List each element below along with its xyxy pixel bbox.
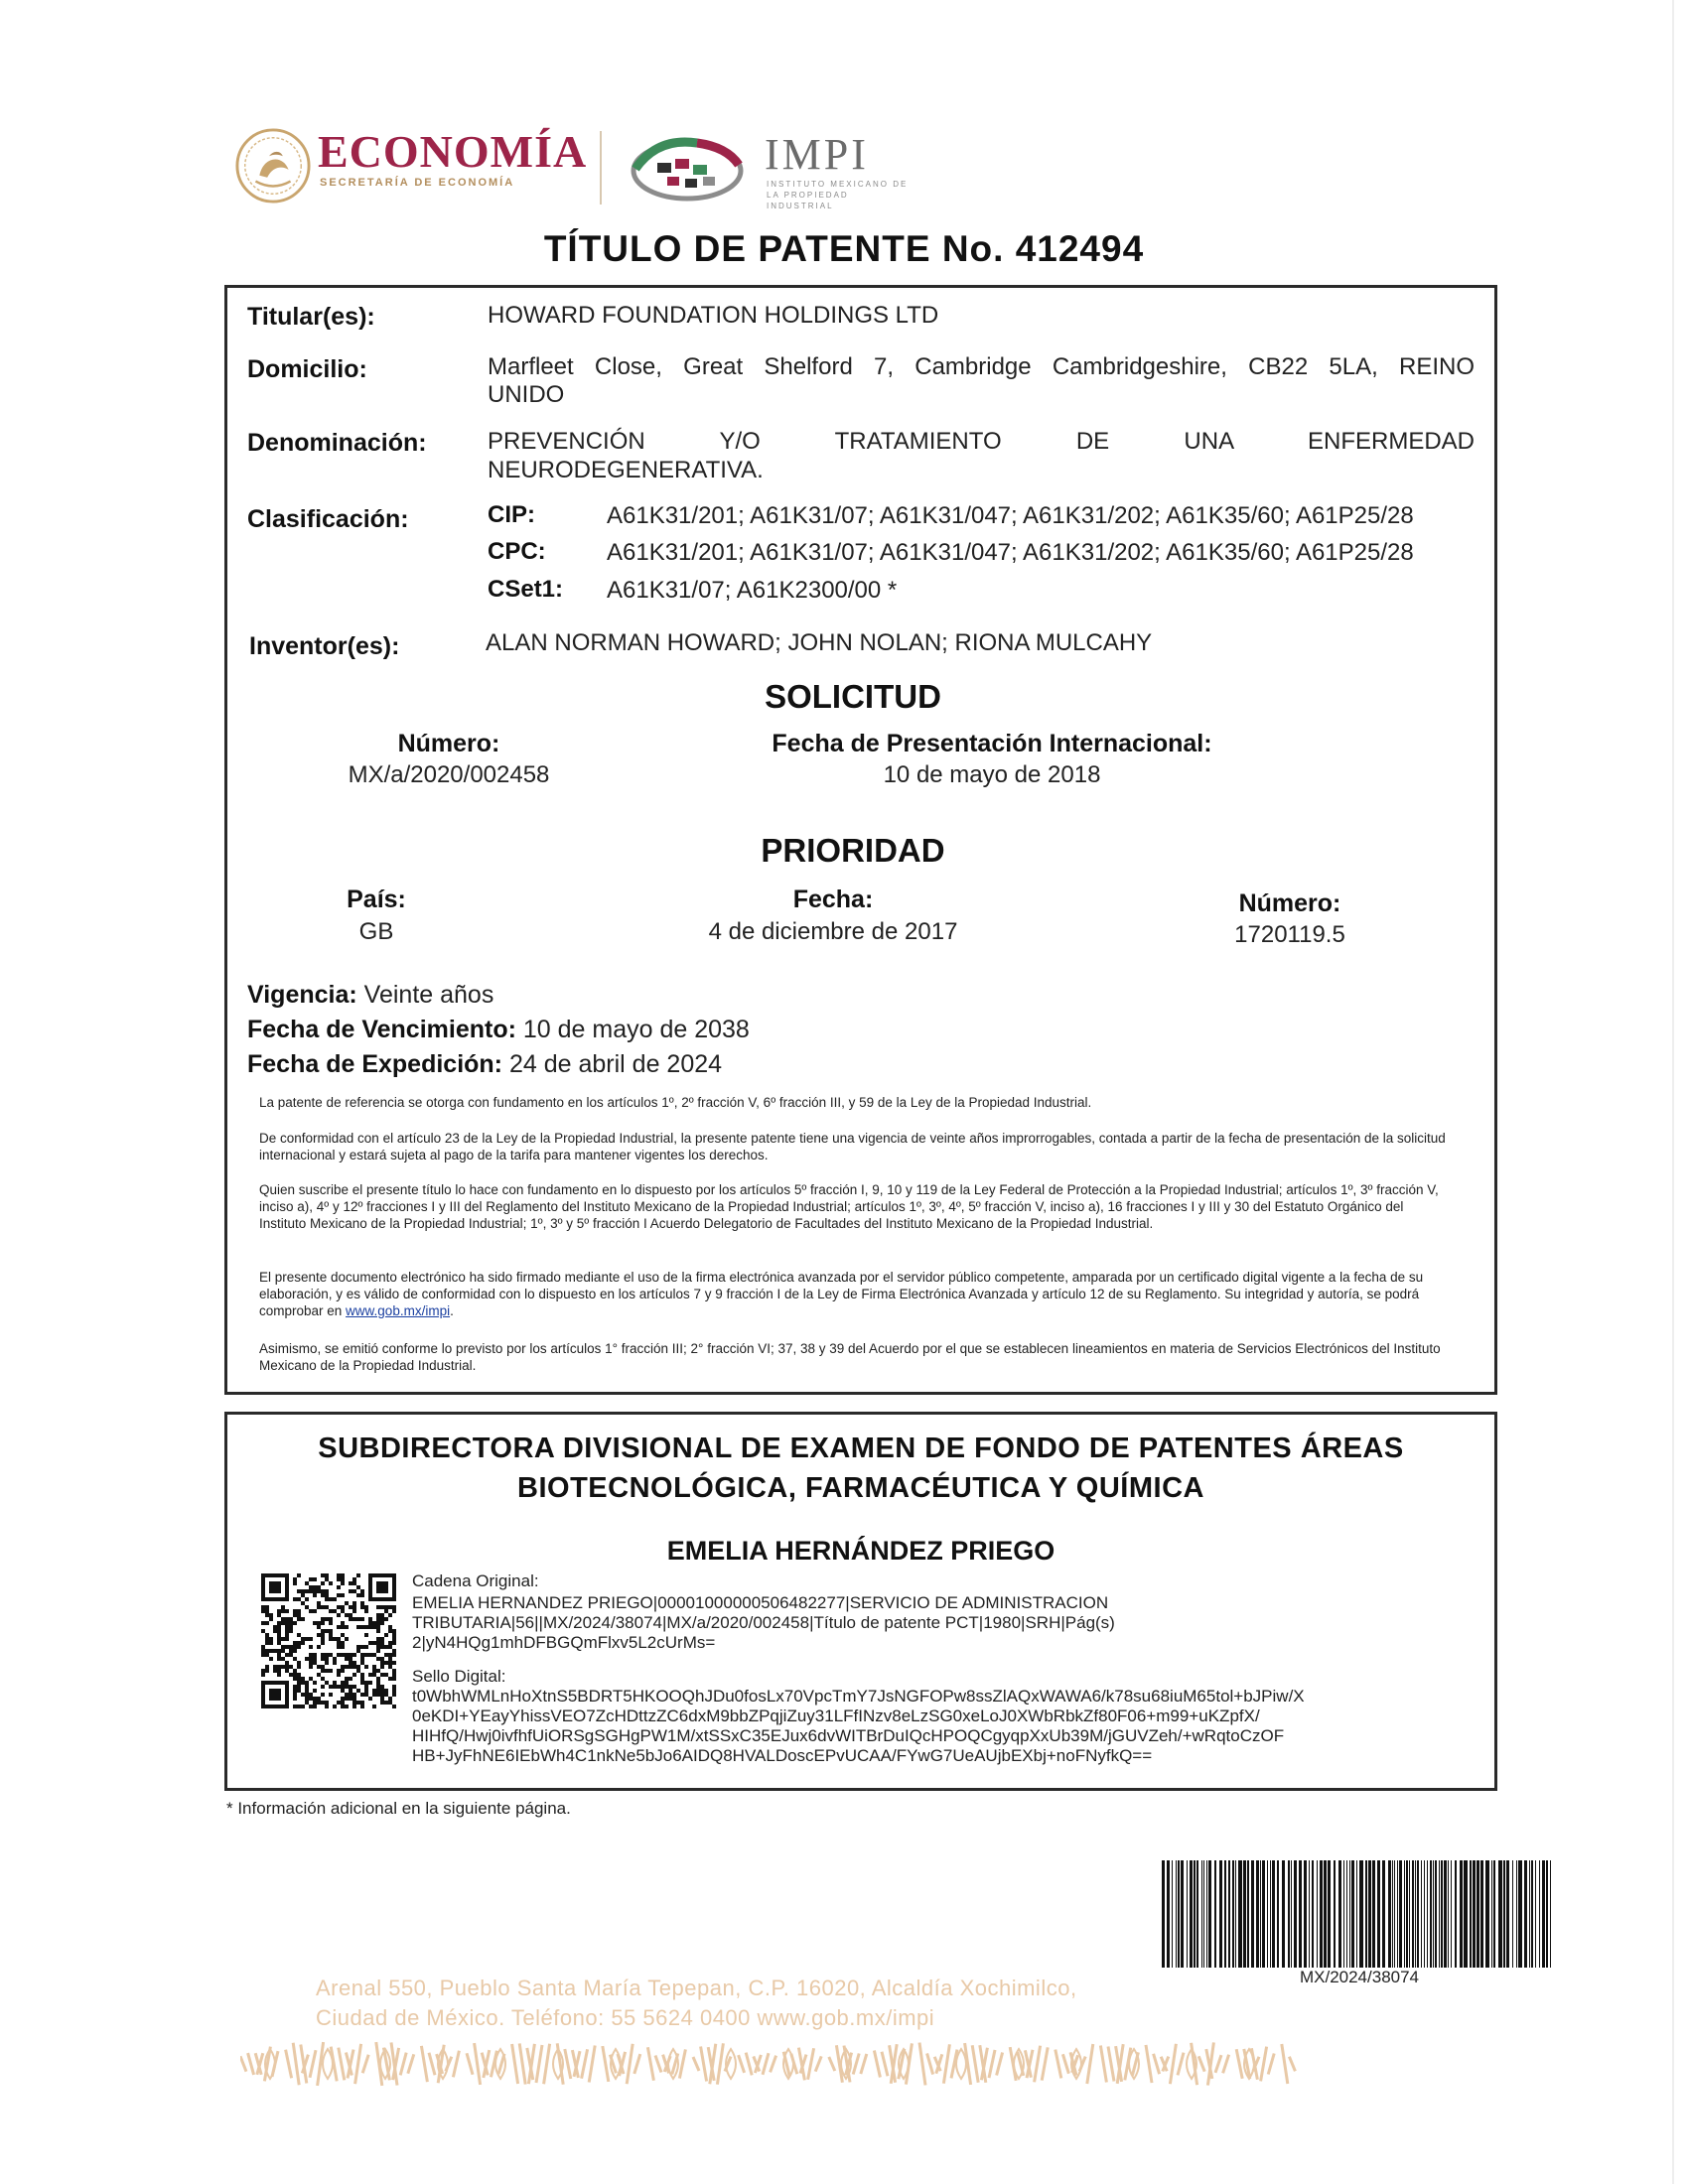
prioridad-pais-value: GB — [358, 918, 394, 945]
legal-paragraph-2: De conformidad con el artículo 23 de la Ley de la Propiedad Industrial, la presente patente tiene una vigencia de veinte años improrrogables, contada a partir de la fecha de presentación de la solicitud internacional y estará sujeta al pago de la tarifa para mantener vigentes los derechos. — [259, 1131, 1446, 1162]
prioridad-numero-value: 1720119.5 — [1234, 921, 1345, 948]
legal-paragraph-1: La patente de referencia se otorga con fundamento en los artículos 1º, 2º fracción V, 6º fracción III, y 59 de la Ley de la Propiedad Industrial. — [259, 1095, 1092, 1110]
solicitud-heading: SOLICITUD — [765, 678, 941, 715]
cip-code-label: CIP: — [488, 501, 535, 528]
expedicion-value: 24 de abril de 2024 — [508, 1050, 723, 1078]
denominacion-value-line1: PREVENCIÓN Y/O TRATAMIENTO DE UNA ENFERMEDAD — [488, 428, 1475, 455]
sello-digital-line2: 0eKDI+YEayYhissVEO7ZcHDttzZC6dxM9bbZPqjiZuy31LFfINzv8eLzSG0xeLoJ0XWbRbkZf80F06+m99+uKZpfX/ — [412, 1706, 1260, 1725]
footnote: * Información adicional en la siguiente página. — [226, 1799, 571, 1818]
footer-address-line2: Ciudad de México. Teléfono: 55 5624 0400 www.gob.mx/impi — [316, 2005, 935, 2030]
sello-digital-line3: HIHfQ/Hwj0ivfhfUiORSgSGHgPW1M/xtSSxC35EJux6dvWITBrDuIQcHPOQCgyqpXxUb39M/jGUVZeh/+wRqtoCzOF — [412, 1726, 1285, 1745]
cpc-code-label: CPC: — [488, 538, 546, 565]
footer-address-line1: Arenal 550, Pueblo Santa María Tepepan, C.P. 16020, Alcaldía Xochimilco, — [316, 1976, 1077, 2000]
patent-details-box — [224, 285, 1497, 1395]
signer-position-title — [227, 1429, 1494, 1508]
legal-paragraph-5: Asimismo, se emitió conforme lo previsto por los artículos 1° fracción III; 2° fracción VI; 37, 38 y 39 del Acuerdo por el que se establecen lineamientos en materia de Servicios Electrónicos del Instituto Mexicano de la Propiedad Industrial. — [259, 1341, 1441, 1373]
vencimiento-value: 10 de mayo de 2038 — [522, 1016, 750, 1043]
prioridad-pais-label: País: — [347, 886, 406, 913]
cset1-codes: A61K31/07; A61K2300/00 * — [607, 577, 898, 604]
denominacion-label: Denominación: — [247, 429, 427, 457]
vigencia-label: Vigencia: — [247, 981, 357, 1009]
mexico-seal-icon — [234, 127, 312, 205]
economia-title: ECONOMÍA — [318, 126, 588, 177]
cadena-original-line1: EMELIA HERNANDEZ PRIEGO|00001000000506482277|SERVICIO DE ADMINISTRACION — [412, 1593, 1109, 1612]
signer-position-line2: BIOTECNOLÓGICA, FARMACÉUTICA Y QUÍMICA — [517, 1472, 1204, 1504]
prioridad-fecha-value: 4 de diciembre de 2017 — [708, 918, 958, 945]
impi-logo-icon — [628, 129, 747, 208]
impi-title: IMPI — [765, 130, 869, 179]
prioridad-heading: PRIORIDAD — [761, 832, 945, 869]
inventores-value: ALAN NORMAN HOWARD; JOHN NOLAN; RIONA MULCAHY — [486, 629, 1153, 656]
cip-codes: A61K31/201; A61K31/07; A61K31/047; A61K31/202; A61K35/60; A61P25/28 — [607, 502, 1414, 529]
scan-edge-line — [1672, 0, 1674, 2184]
inventores-label: Inventor(es): — [249, 632, 400, 660]
cpc-codes: A61K31/201; A61K31/07; A61K31/047; A61K31/202; A61K35/60; A61P25/28 — [607, 539, 1414, 566]
header-logos — [230, 117, 909, 216]
signature-box — [224, 1412, 1497, 1791]
cadena-original-label: Cadena Original: — [412, 1571, 539, 1590]
denominacion-value-line2: NEURODEGENERATIVA. — [488, 457, 764, 483]
legal-paragraph-3: Quien suscribe el presente título lo hace con fundamento en lo dispuesto por los artículos 5º fracción I, 9, 10 y 119 de la Ley Federal de Protección a la Propiedad Industrial; artículos 1º, 3º fracción V, inciso a), 4º y 12º fracciones I y III del Reglamento del Instituto Mexicano de la Propiedad Industrial; artículos 1º, 3º, 4º, 5º fracción V, inciso a), 16 fracciones I y III y 30 del Estatuto Orgánico del Instituto Mexicano de la Propiedad Industrial; 1º, 3º y 5º fracción I Acuerdo Delegatorio de Facultades del Instituto Mexicano de la Propiedad Industrial. — [259, 1182, 1439, 1231]
vencimiento-label: Fecha de Vencimiento: — [247, 1016, 516, 1043]
document-title: TÍTULO DE PATENTE No. 412494 — [543, 228, 1145, 269]
solicitud-numero-value: MX/a/2020/002458 — [348, 761, 550, 788]
clasificacion-label: Clasificación: — [247, 505, 409, 533]
vencimiento-row — [247, 1016, 750, 1044]
cset1-code-label: CSet1: — [488, 576, 564, 603]
sello-digital-line4: HB+JyFhNE6IEbWh4C1nkNe5bJo6AIDQ8HVALDoscEPvUCAA/FYwG7UeAUjbEXbj+noFNyfkQ== — [412, 1746, 1153, 1765]
domicilio-label: Domicilio: — [247, 355, 367, 383]
vigencia-value: Veinte años — [363, 981, 494, 1009]
qr-code-icon — [261, 1573, 396, 1708]
expedicion-label: Fecha de Expedición: — [247, 1050, 503, 1078]
signer-position-line1: SUBDIRECTORA DIVISIONAL DE EXAMEN DE FONDO DE PATENTES ÁREAS — [318, 1433, 1404, 1464]
signer-name: EMELIA HERNÁNDEZ PRIEGO — [666, 1536, 1055, 1566]
domicilio-value-line2: UNIDO — [488, 381, 565, 408]
legal-paragraph-4-text: El presente documento electrónico ha sido firmado mediante el uso de la firma electrónica avanzada por el servidor público competente, amparada por un certificado digital vigente a la fecha de su elaboración, y es válido de conformidad con lo dispuesto en los artículos 7 y 9 fracción I de la Ley de Firma Electrónica Avanzada y artículo 12 de su Reglamento. Su integridad y autoría, se podrá comprobar en — [259, 1270, 1424, 1318]
expedicion-row — [247, 1050, 722, 1079]
impi-subtitle: INSTITUTO MEXICANO DE LA PROPIEDAD INDUSTRIAL — [767, 180, 909, 210]
prioridad-fecha-label: Fecha: — [792, 886, 874, 913]
gob-mx-impi-link[interactable]: www.gob.mx/impi — [346, 1303, 451, 1318]
prioridad-numero-label: Número: — [1238, 889, 1341, 917]
sello-digital-label: Sello Digital: — [412, 1667, 506, 1686]
vigencia-row — [247, 981, 493, 1010]
economia-subtitle: SECRETARÍA DE ECONOMÍA — [320, 177, 515, 189]
sello-digital-line1: t0WbhWMLnHoXtnS5BDRT5HKOOQhJDu0fosLx70VpcTmY7JsNGFOPw8ssZlAQxWAWA6/k78su68iuM65tol+bJPiw/X — [412, 1687, 1305, 1706]
cadena-original-line2: TRIBUTARIA|56||MX/2024/38074|MX/a/2020/002458|Título de patente PCT|1980|SRH|Pág(s) — [412, 1613, 1115, 1632]
barcode-icon — [1160, 1860, 1559, 1968]
fecha-presentacion-value: 10 de mayo de 2018 — [883, 761, 1101, 788]
solicitud-numero-label: Número: — [397, 730, 500, 757]
titular-label: Titular(es): — [247, 303, 375, 331]
domicilio-value-line1: Marfleet Close, Great Shelford 7, Cambridge Cambridgeshire, CB22 5LA, REINO — [488, 353, 1475, 380]
fecha-presentacion-label: Fecha de Presentación Internacional: — [772, 730, 1212, 757]
barcode-number: MX/2024/38074 — [1299, 1968, 1420, 1986]
legal-paragraph-4-end: . — [450, 1303, 454, 1318]
cadena-original-line3: 2|yN4HQg1mhDFBGQmFlxv5L2cUrMs= — [412, 1633, 716, 1652]
logo-divider — [600, 131, 602, 205]
titular-value: HOWARD FOUNDATION HOLDINGS LTD — [488, 302, 939, 329]
footer-decorative-pattern-icon — [240, 2039, 1299, 2089]
legal-paragraph-4 — [259, 1269, 1451, 1319]
